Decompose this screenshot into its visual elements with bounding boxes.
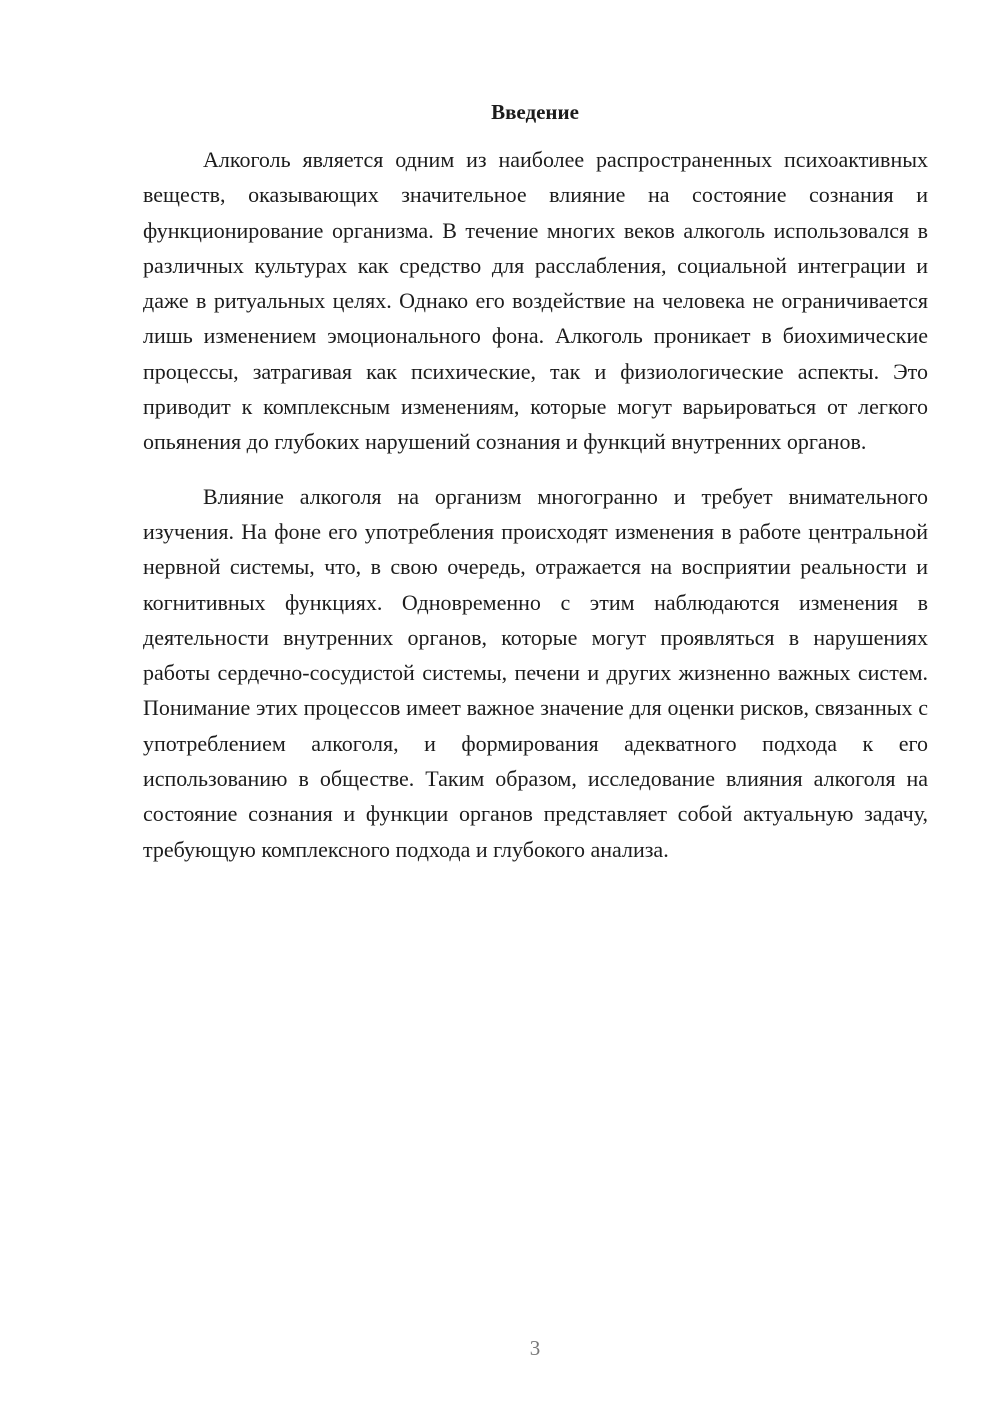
paragraph-1: Алкоголь является одним из наиболее распространенных психоактивных веществ, оказывающих значительное влияние на состояние сознания и функционирование организма. В течение многих веков алкоголь использовался в различных культурах как средство для расслабления, социальной интеграции и даже в ритуальных целях. Однако его воздействие на человека не ограничивается лишь изменением эмоционального фона. Алкоголь проникает в биохимические процессы, затрагивая как психические, так и физиологические аспекты. Это приводит к комплексным изменениям, которые могут варьироваться от легкого опьянения до глубоких нарушений сознания и функций внутренних органов. — [143, 147, 928, 455]
page-number: 3 — [529, 1336, 541, 1360]
body-text — [143, 142, 928, 867]
section-heading: Введение — [491, 100, 579, 124]
paragraph-2: Влияние алкоголя на организм многогранно и требует внимательного изучения. На фоне его употребления происходят изменения в работе центральной нервной системы, что, в свою очередь, отражается на восприятии реальности и когнитивных функциях. Одновременно с этим наблюдаются изменения в деятельности внутренних органов, которые могут проявляться в нарушениях работы сердечно-сосудистой системы, печени и других жизненно важных систем. Понимание этих процессов имеет важное значение для оценки рисков, связанных с употреблением алкоголя, и формирования адекватного подхода к его использованию в обществе. Таким образом, исследование влияния алкоголя на состояние сознания и функции органов представляет собой актуальную задачу, требующую комплексного подхода и глубокого анализа. — [143, 483, 928, 862]
